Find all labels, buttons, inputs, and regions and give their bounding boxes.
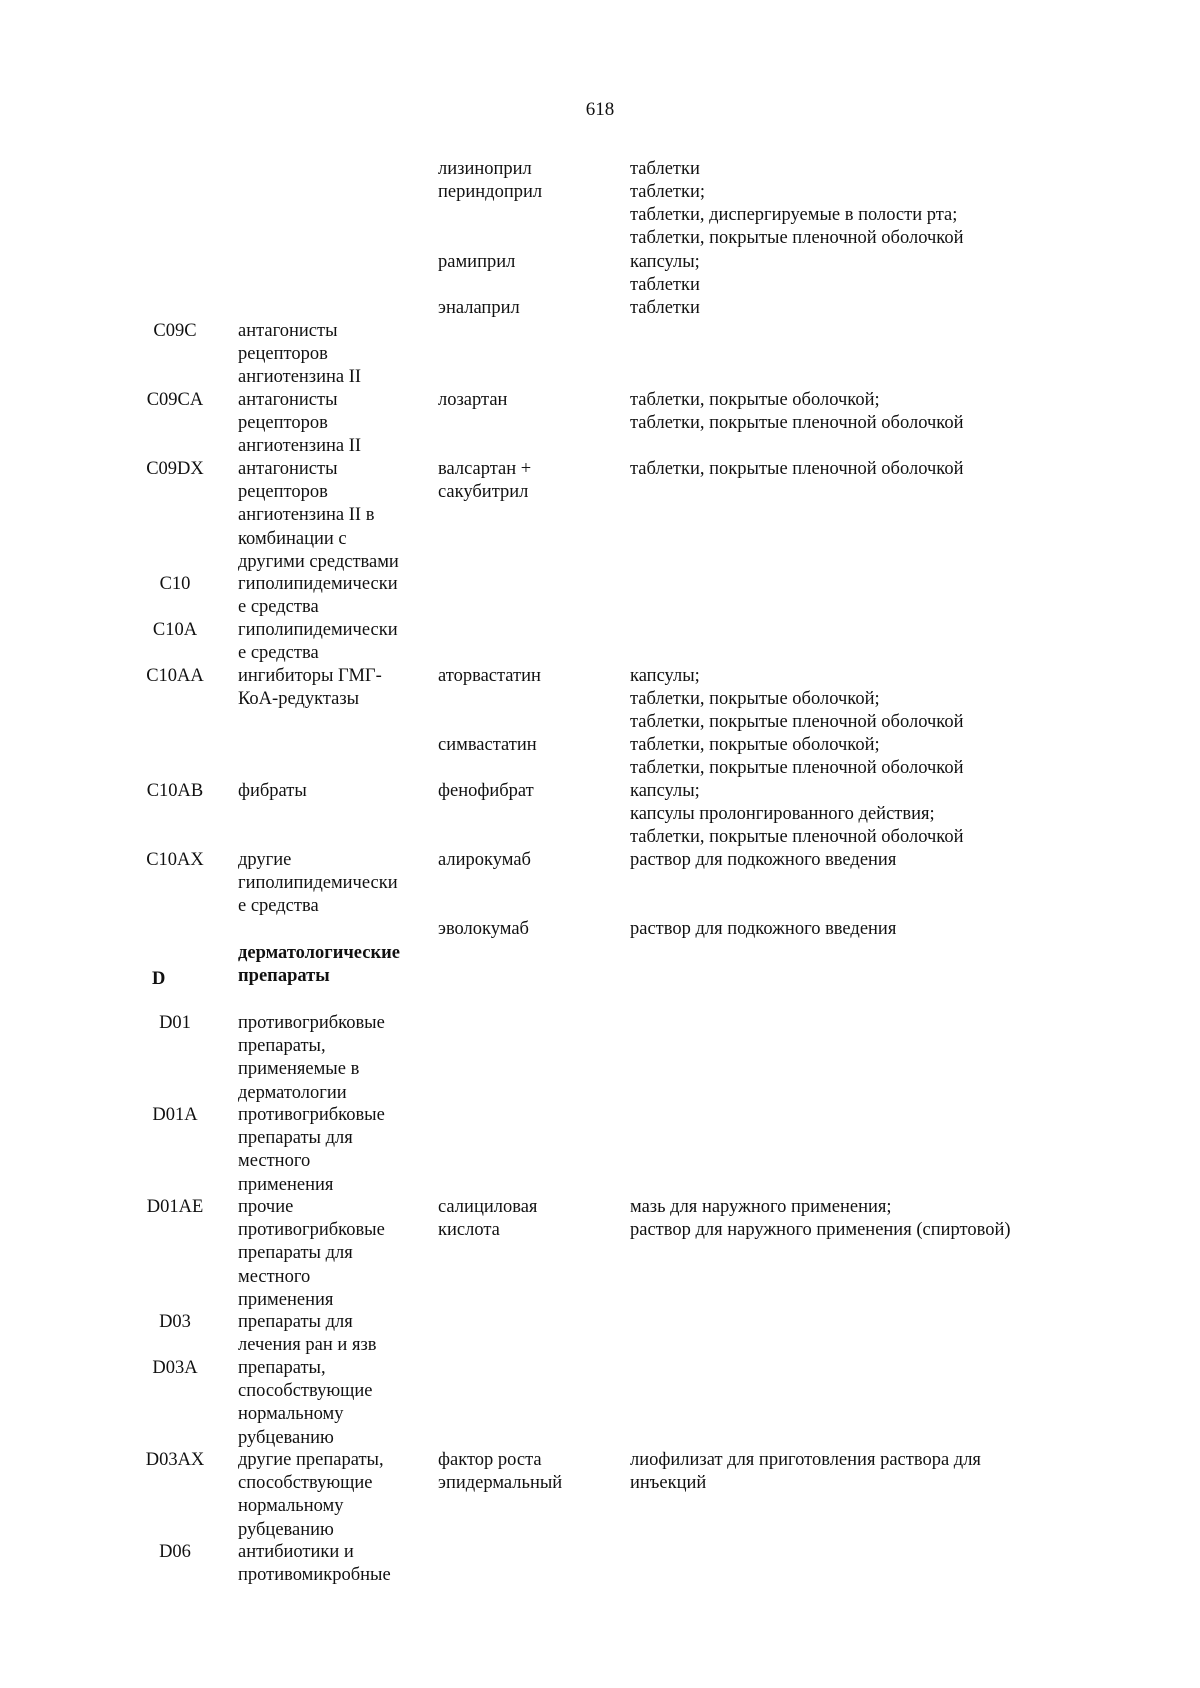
atc-code: C10 <box>159 574 191 594</box>
drug-name: фактор роста эпидермальный <box>438 1450 563 1494</box>
atc-code: C10AB <box>146 781 204 801</box>
dosage-forms: таблетки <box>630 159 700 179</box>
atc-code: C09CA <box>146 390 204 410</box>
dosage-forms: таблетки, покрытые оболочкой; таблетки, покрытые пленочной оболочкой <box>630 735 964 779</box>
atc-code: D01AE <box>146 1197 204 1217</box>
drug-name: фенофибрат <box>438 781 534 801</box>
atc-group: другие гиполипидемически е средства <box>238 850 398 917</box>
atc-code: D03A <box>152 1358 198 1378</box>
drug-name: салициловая кислота <box>438 1197 538 1241</box>
atc-group: антибиотики и противомикробные <box>238 1542 391 1586</box>
drug-name: симвастатин <box>438 735 537 755</box>
drug-name: эволокумаб <box>438 919 529 939</box>
drug-name: эналаприл <box>438 298 520 318</box>
dosage-forms: таблетки, покрытые пленочной оболочкой <box>630 459 964 479</box>
atc-group: гиполипидемически е средства <box>238 620 398 664</box>
dosage-forms: лиофилизат для приготовления раствора для инъекций <box>630 1450 981 1494</box>
dosage-forms: капсулы; таблетки <box>630 252 700 296</box>
dosage-forms: таблетки <box>630 298 700 318</box>
atc-group: ингибиторы ГМГ- КоА-редуктазы <box>238 666 382 710</box>
atc-group: антагонисты рецепторов ангиотензина II <box>238 390 362 457</box>
section-code: D <box>152 969 166 989</box>
atc-code: D01A <box>152 1105 198 1125</box>
atc-group: гиполипидемически е средства <box>238 574 398 618</box>
drug-name: лизиноприл <box>438 159 532 179</box>
atc-code: D03 <box>159 1312 191 1332</box>
atc-group: противогрибковые препараты, применяемые в дерматологии <box>238 1013 385 1103</box>
atc-code: C10A <box>152 620 198 640</box>
atc-group: прочие противогрибковые препараты для местного применения <box>238 1197 385 1310</box>
atc-code: D06 <box>159 1542 191 1562</box>
atc-group: другие препараты, способствующие нормальному рубцеванию <box>238 1450 384 1540</box>
page-number: 618 <box>585 99 615 120</box>
atc-group: препараты для лечения ран и язв <box>238 1312 377 1356</box>
atc-code: D01 <box>159 1013 191 1033</box>
dosage-forms: капсулы; капсулы пролонгированного действия; таблетки, покрытые пленочной оболочкой <box>630 781 964 848</box>
dosage-forms: раствор для подкожного введения <box>630 850 897 870</box>
drug-name: валсартан + сакубитрил <box>438 459 532 503</box>
dosage-forms: таблетки; таблетки, диспергируемые в полости рта; таблетки, покрытые пленочной оболочкой <box>630 182 964 249</box>
atc-group: антагонисты рецепторов ангиотензина II <box>238 321 362 388</box>
atc-code: C10AX <box>146 850 204 870</box>
atc-code: D03AX <box>145 1450 205 1470</box>
atc-code: C09DX <box>146 459 204 479</box>
drug-name: алирокумаб <box>438 850 531 870</box>
atc-group: противогрибковые препараты для местного применения <box>238 1105 385 1195</box>
drug-name: рамиприл <box>438 252 516 272</box>
drug-name: аторвастатин <box>438 666 541 686</box>
atc-code: C09C <box>153 321 197 341</box>
dosage-forms: капсулы; таблетки, покрытые оболочкой; таблетки, покрытые пленочной оболочкой <box>630 666 964 733</box>
atc-group: препараты, способствующие нормальному рубцеванию <box>238 1358 373 1448</box>
dosage-forms: мазь для наружного применения; раствор для наружного применения (спиртовой) <box>630 1197 1011 1241</box>
atc-group: фибраты <box>238 781 307 801</box>
atc-code: C10AA <box>146 666 204 686</box>
drug-name: лозартан <box>438 390 508 410</box>
drug-name: периндоприл <box>438 182 543 202</box>
dosage-forms: таблетки, покрытые оболочкой; таблетки, покрытые пленочной оболочкой <box>630 390 964 434</box>
atc-group: антагонисты рецепторов ангиотензина II в комбинации с другими средствами <box>238 459 399 572</box>
dosage-forms: раствор для подкожного введения <box>630 919 897 939</box>
section-title: дерматологические препараты <box>238 943 400 987</box>
